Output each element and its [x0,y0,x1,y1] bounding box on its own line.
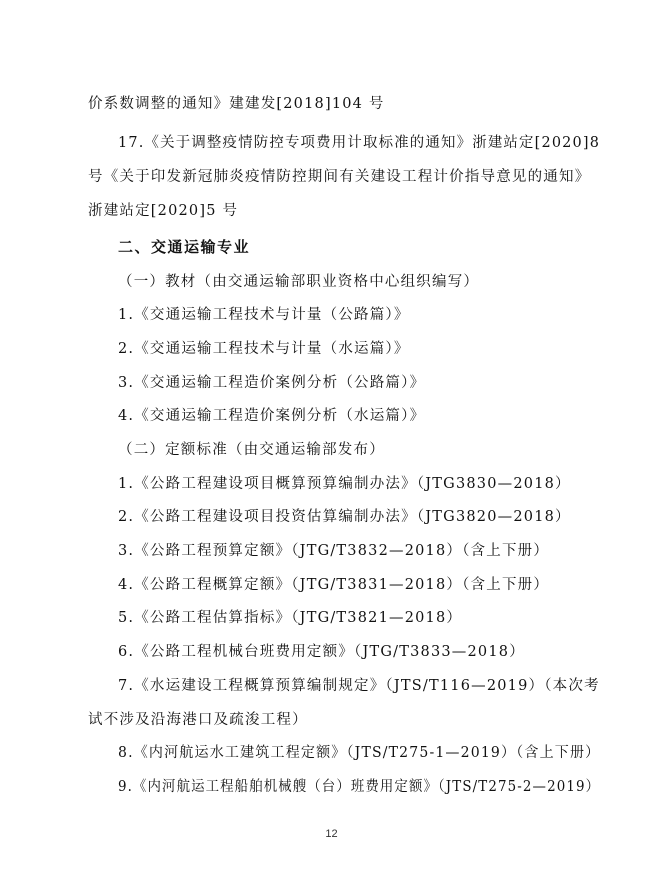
list-item: 3.《公路工程预算定额》（JTG/T3832—2018）（含上下册） [118,543,550,559]
text-line: 浙建站定[2020]5 号 [88,203,239,219]
subsection-heading: （一）教材（由交通运输部职业资格中心组织编写） [118,274,480,290]
list-item: 2.《交通运输工程技术与计量（水运篇）》 [118,341,410,357]
list-item: 8.《内河航运水工建筑工程定额》（JTS/T275-1—2019）（含上下册） [118,745,601,761]
list-item: 7.《水运建设工程概算预算编制规定》（JTS/T116—2019）（本次考 [118,678,600,694]
list-item-17: 17.《关于调整疫情防控专项费用计取标准的通知》浙建站定[2020]8 [118,135,601,151]
list-item: 6.《公路工程机械台班费用定额》（JTG/T3833—2018） [118,644,525,660]
list-item: 1.《公路工程建设项目概算预算编制办法》（JTG3830—2018） [118,476,571,492]
list-item: 1.《交通运输工程技术与计量（公路篇）》 [118,307,410,323]
list-item: 9.《内河航运工程船舶机械艘（台）班费用定额》（JTS/T275-2—2019） [118,779,601,795]
list-item: 4.《公路工程概算定额》（JTG/T3831—2018）（含上下册） [118,577,550,593]
list-item: 2.《公路工程建设项目投资估算编制办法》（JTG3820—2018） [118,509,571,525]
page-number: 12 [325,828,338,840]
subsection-heading: （二）定额标准（由交通运输部发布） [118,442,385,458]
text-line: 价系数调整的通知》建建发[2018]104 号 [88,96,385,112]
list-item: 3.《交通运输工程造价案例分析（公路篇）》 [118,375,426,391]
list-item: 4.《交通运输工程造价案例分析（水运篇）》 [118,408,426,424]
list-item: 5.《公路工程估算指标》（JTG/T3821—2018） [118,610,463,626]
section-heading: 二、交通运输专业 [118,238,251,256]
text-line: 试不涉及沿海港口及疏浚工程） [88,712,308,728]
text-line: 号《关于印发新冠肺炎疫情防控期间有关建设工程计价指导意见的通知》 [88,169,591,185]
